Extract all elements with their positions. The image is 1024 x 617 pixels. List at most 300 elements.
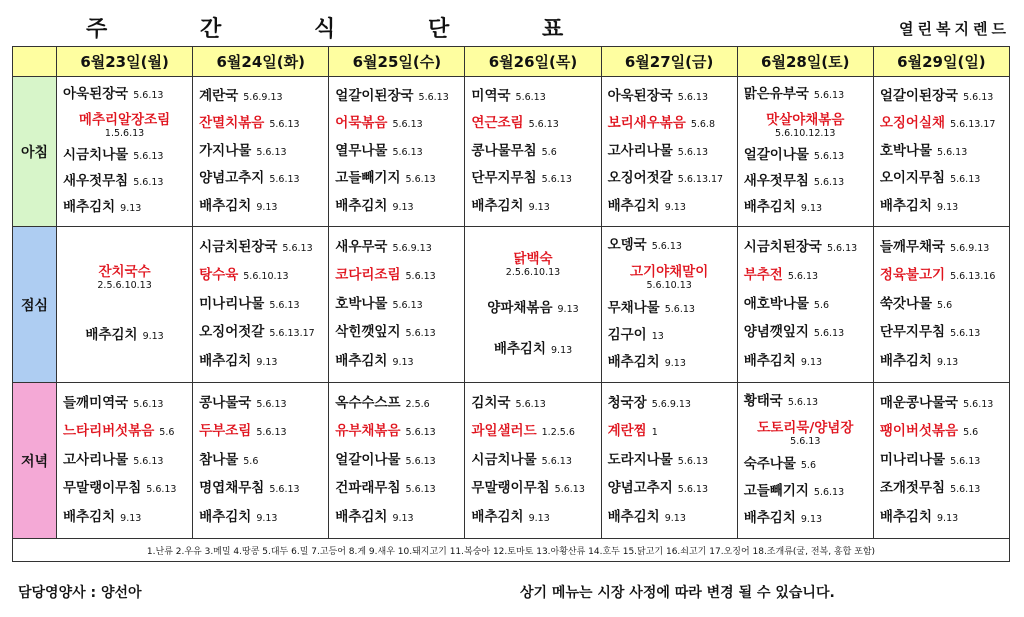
dish-item: [608, 264, 731, 291]
dish-item: [744, 86, 867, 104]
dish-allergen-codes: 5.6.13: [664, 304, 695, 315]
dish-item: [199, 509, 322, 527]
dish-allergen-codes: 5.6: [159, 427, 175, 438]
dish-item: [608, 198, 731, 216]
dish-allergen-codes: 2.5.6.10.13: [97, 280, 152, 291]
dish-allergen-codes: 9.13: [937, 356, 959, 368]
dish-item: [335, 296, 458, 314]
dish-allergen-codes: 5.6.13.17: [269, 328, 315, 339]
dish-allergen-codes: 9.13: [528, 201, 550, 213]
dish-allergen-codes: 5.6.13: [133, 90, 164, 101]
dish-name: 단무지무침: [471, 170, 537, 186]
dish-item: [199, 480, 322, 498]
dish-allergen-codes: 5.6.13: [418, 91, 449, 103]
dish-allergen-codes: 5.6.13: [146, 484, 177, 495]
dish-allergen-codes: 9.13: [392, 356, 414, 368]
dish-name: 과일샐러드: [471, 423, 537, 439]
menu-cell: [601, 227, 737, 383]
dish-allergen-codes: 9.13: [256, 356, 278, 368]
dish-item: [880, 509, 1003, 527]
dish-item: [199, 296, 322, 314]
corner-cell: [13, 47, 57, 77]
dish-item: [335, 267, 458, 285]
dish-name: 쑥갓나물: [879, 295, 933, 312]
menu-cell-content: [329, 77, 464, 226]
dish-name: 코다리조림: [335, 267, 401, 283]
dish-name: 고들빼기지: [335, 170, 401, 186]
dish-allergen-codes: 5.6.13: [677, 146, 708, 158]
dish-name: 고사리나물: [63, 451, 129, 468]
weekly-menu-table: [12, 46, 1010, 562]
dish-name: 애호박나물: [743, 295, 809, 312]
day-header: 6월29일(일): [873, 47, 1009, 77]
menu-cell: [57, 77, 193, 227]
dish-item: [608, 354, 731, 372]
menu-cell-content: [329, 383, 464, 538]
dish-item: [880, 395, 1003, 413]
dish-item: [744, 324, 867, 342]
title-char: 단: [428, 17, 450, 42]
dish-name: 새우무국: [335, 238, 388, 255]
dish-name: 배추김치: [607, 354, 660, 370]
day-header-row: [13, 47, 1010, 77]
dish-name: 도라지나물: [607, 451, 673, 468]
dish-item: [199, 143, 322, 161]
dish-allergen-codes: 5.6.13: [405, 174, 436, 185]
menu-cell: [193, 383, 329, 539]
dish-item: [199, 198, 322, 216]
dish-name: 숙주나물: [743, 456, 796, 472]
dish-allergen-codes: 5.6.13.16: [950, 271, 996, 282]
dish-allergen-codes: 5.6.13: [392, 119, 423, 130]
dish-allergen-codes: 5.6.13: [813, 151, 845, 162]
dish-allergen-codes: 5.6.13: [813, 328, 845, 339]
dish-name: 들깨미역국: [63, 394, 129, 411]
dish-name: 명엽채무침: [199, 480, 265, 496]
dish-item: [880, 423, 1003, 441]
dish-name: 배추김치: [607, 508, 660, 525]
dish-item: [471, 509, 594, 527]
dish-allergen-codes: 5.6.13: [405, 427, 436, 438]
dish-item: [880, 480, 1003, 498]
dish-item: [63, 452, 186, 470]
dish-name: 단무지무침: [879, 324, 946, 340]
dish-allergen-codes: 2.5.6.10.13: [505, 266, 561, 278]
dish-allergen-codes: 5.6.9.13: [651, 398, 691, 410]
dish-name: 시금치나물: [63, 147, 129, 163]
menu-cell: [737, 227, 873, 383]
dish-name: 유부채볶음: [335, 423, 401, 439]
dish-name: 무말랭이무침: [63, 480, 142, 496]
menu-cell: [737, 77, 873, 227]
dish-item: [744, 173, 867, 191]
day-header: 6월23일(월): [57, 47, 193, 77]
dish-name: 오뎅국: [607, 237, 647, 253]
menu-cell: [465, 383, 601, 539]
dish-allergen-codes: 5.6: [937, 299, 953, 311]
dish-allergen-codes: 5.6.10.13: [646, 280, 692, 291]
dish-item: [199, 324, 322, 342]
dish-allergen-codes: 5.6.13: [256, 146, 287, 158]
meal-row: [13, 77, 1010, 227]
dish-allergen-codes: 5.6.13: [963, 398, 994, 410]
menu-cell-content: [465, 77, 600, 226]
dish-allergen-codes: 5.6.13: [950, 455, 981, 467]
dish-allergen-codes: 9.13: [800, 203, 823, 214]
dish-item: [608, 327, 731, 345]
day-header: 6월24일(화): [193, 47, 329, 77]
dish-allergen-codes: 5.6.13: [677, 91, 708, 103]
dish-allergen-codes: 5.6.13: [133, 455, 164, 467]
dish-name: 시금치된장국: [743, 238, 822, 255]
dish-item: [335, 170, 458, 188]
dish-item: [199, 170, 322, 188]
dish-allergen-codes: 9.13: [664, 358, 686, 369]
dish-item: [471, 452, 594, 470]
dish-item: [199, 115, 322, 133]
dish-item: [471, 480, 594, 498]
dish-allergen-codes: 5.6.13: [515, 398, 546, 410]
dish-name: 두부조림: [199, 423, 252, 439]
dish-item: [880, 296, 1003, 314]
menu-cell-content: [738, 77, 873, 226]
dish-allergen-codes: 5.6: [963, 427, 979, 438]
dish-name: 배추김치: [879, 352, 933, 369]
dish-allergen-codes: 5.6.13: [269, 299, 300, 311]
dish-name: 계란국: [199, 87, 239, 104]
dish-item: [63, 112, 186, 139]
dish-name: 배추김치: [743, 199, 796, 215]
dish-allergen-codes: 5.6.13: [392, 146, 423, 158]
dish-allergen-codes: 9.13: [120, 512, 142, 524]
dish-item: [63, 264, 186, 291]
dish-allergen-codes: 9.13: [120, 203, 142, 214]
dish-name: 시금치나물: [471, 451, 537, 468]
dish-allergen-codes: 9.13: [664, 201, 686, 213]
menu-cell-content: [738, 383, 873, 538]
dish-item: [744, 456, 867, 474]
dish-name: 얼갈이된장국: [335, 87, 414, 104]
title-row: [0, 0, 1024, 44]
dish-item: [63, 395, 186, 413]
dish-item: [608, 143, 731, 161]
dish-allergen-codes: 5.6.13: [133, 398, 164, 410]
dish-item: [608, 480, 731, 498]
dish-name: 콩나물국: [199, 394, 252, 411]
dish-allergen-codes: 5.6.13: [405, 484, 436, 495]
dish-allergen-codes: 5.6.9.13: [243, 91, 283, 103]
dish-name: 오징어실채: [879, 115, 946, 131]
dish-allergen-codes: 5.6.13: [826, 242, 858, 254]
dish-name: 삭힌깻잎지: [335, 324, 401, 340]
dish-allergen-codes: 5.6.13: [950, 328, 981, 339]
dish-item: [335, 395, 458, 413]
dish-name: 잔멸치볶음: [199, 115, 265, 131]
dish-name: 오이지무침: [879, 170, 946, 186]
menu-cell: [873, 77, 1009, 227]
title-char: 식: [314, 17, 336, 42]
dish-allergen-codes: 5.6.13: [269, 174, 300, 185]
dish-name: 아욱된장국: [607, 87, 673, 104]
dish-item: [608, 509, 731, 527]
menu-cell: [601, 77, 737, 227]
dish-name: 양념깻잎지: [743, 324, 809, 340]
dish-allergen-codes: 5.6.13: [282, 242, 313, 254]
dish-item: [471, 341, 594, 359]
dish-item: [335, 239, 458, 257]
dish-item: [335, 423, 458, 441]
dish-item: [63, 147, 186, 165]
dish-name: 황태국: [743, 393, 783, 409]
dish-allergen-codes: 5.6.13: [392, 299, 423, 311]
dish-allergen-codes: 5.6.10.13: [243, 271, 289, 282]
menu-cell-content: [465, 227, 600, 382]
dish-name: 미나리나물: [879, 451, 946, 468]
menu-cell-content: [57, 77, 192, 226]
dish-name: 얼갈이된장국: [879, 87, 959, 104]
dish-name: 아욱된장국: [63, 86, 129, 102]
dish-name: 새우젓무침: [743, 173, 809, 189]
dish-allergen-codes: 5.6.13: [813, 487, 845, 498]
dish-name: 미역국: [471, 87, 511, 104]
dish-name: 미나리나물: [199, 295, 265, 312]
dish-item: [471, 198, 594, 216]
title-char: 표: [542, 17, 564, 42]
dish-name: 고사리나물: [607, 142, 673, 159]
dish-item: [880, 239, 1003, 257]
day-header: 6월26일(목): [465, 47, 601, 77]
dish-item: [608, 423, 731, 441]
dish-name: 배추김치: [471, 197, 524, 214]
menu-cell-content: [57, 227, 192, 382]
dish-item: [744, 147, 867, 165]
dish-name: 호박나물: [879, 142, 933, 159]
dish-name: 배추김치: [199, 197, 252, 214]
dish-allergen-codes: 5.6.13: [677, 455, 708, 467]
dish-item: [880, 267, 1003, 285]
menu-cell: [329, 77, 465, 227]
dish-name: 오징어젓갈: [199, 324, 265, 340]
dish-name: 양파채볶음: [487, 300, 553, 316]
dish-name: 오징어젓갈: [607, 170, 673, 186]
dish-item: [880, 452, 1003, 470]
dish-item: [880, 324, 1003, 342]
dish-allergen-codes: 5.6.13: [256, 398, 287, 410]
dish-item: [744, 353, 867, 371]
dish-allergen-codes: 5.6.13: [787, 397, 819, 408]
dish-allergen-codes: 1.2.5.6: [541, 427, 575, 438]
menu-cell-content: [602, 227, 737, 382]
menu-cell: [601, 383, 737, 539]
meal-row: [13, 227, 1010, 383]
dish-allergen-codes: 5.6.13: [133, 177, 164, 188]
menu-cell-content: [738, 227, 873, 382]
dish-name: 배추김치: [607, 197, 660, 214]
dish-allergen-codes: 9.13: [256, 512, 278, 524]
dish-name: 김치국: [471, 394, 511, 411]
dish-item: [471, 423, 594, 441]
dish-allergen-codes: 2.5.6: [405, 398, 430, 410]
dish-allergen-codes: 1: [651, 427, 658, 438]
dish-item: [608, 452, 731, 470]
menu-cell: [57, 383, 193, 539]
menu-cell: [193, 77, 329, 227]
dish-allergen-codes: 5.6.13: [133, 151, 164, 162]
dish-name: 잔치국수: [98, 264, 151, 280]
menu-cell-content: [193, 383, 328, 538]
dish-allergen-codes: 5.6.13: [651, 241, 682, 252]
dish-item: [471, 300, 594, 318]
dish-name: 들깨무채국: [879, 238, 946, 255]
dish-allergen-codes: 5.6.13: [528, 119, 559, 130]
dish-allergen-codes: 9.13: [392, 201, 414, 213]
dish-item: [471, 251, 594, 278]
dish-name: 배추김치: [335, 352, 388, 369]
day-header: 6월28일(토): [737, 47, 873, 77]
dish-name: 배추김치: [63, 508, 116, 525]
dish-allergen-codes: 9.13: [551, 344, 573, 356]
dish-allergen-codes: 9.13: [937, 512, 959, 524]
dish-name: 닭백숙: [513, 250, 553, 267]
dish-allergen-codes: 5.6.13: [813, 177, 845, 188]
dish-name: 배추김치: [879, 508, 933, 525]
dish-allergen-codes: 5.6.13.17: [950, 119, 996, 130]
dish-allergen-codes: 9.13: [800, 356, 823, 368]
dish-name: 양념고추지: [607, 480, 673, 496]
dish-name: 어묵볶음: [335, 115, 388, 131]
dish-allergen-codes: 5.6.13: [787, 271, 819, 282]
dish-name: 배추김치: [199, 508, 252, 525]
dish-allergen-codes: 5.6.13: [256, 427, 287, 438]
dish-name: 탕수육: [199, 267, 239, 283]
dietitian-name: 담당영양사 : 양선아: [18, 585, 142, 601]
dish-allergen-codes: 5.6.13: [405, 328, 436, 339]
dish-name: 얼갈이나물: [743, 147, 809, 163]
menu-notice: 상기 메뉴는 시장 사정에 따라 변경 될 수 있습니다.: [520, 585, 835, 601]
dish-allergen-codes: 5.6.13: [269, 484, 300, 495]
dish-item: [608, 115, 731, 133]
dish-name: 옥수수스프: [335, 394, 401, 411]
dish-item: [744, 483, 867, 501]
menu-cell: [737, 383, 873, 539]
dish-name: 김구이: [607, 327, 647, 343]
day-header: 6월27일(금): [601, 47, 737, 77]
title-char: 주: [86, 17, 108, 42]
dish-item: [63, 509, 186, 527]
dish-item: [471, 88, 594, 106]
dish-name: 무채나물: [607, 300, 660, 316]
dish-name: 청국장: [607, 394, 647, 411]
dish-name: 얼갈이나물: [335, 451, 401, 468]
dish-item: [63, 86, 186, 104]
menu-cell: [465, 77, 601, 227]
dish-allergen-codes: 5.6.13: [937, 146, 968, 158]
title-char: 간: [200, 17, 222, 42]
dish-name: 배추김치: [879, 197, 933, 214]
dish-item: [199, 88, 322, 106]
dish-name: 무말랭이무침: [471, 480, 550, 496]
dish-allergen-codes: 1.5.6.13: [104, 128, 145, 139]
meal-label: 아침: [13, 77, 57, 227]
dish-item: [335, 509, 458, 527]
dish-name: 메추리알장조림: [78, 112, 171, 128]
dish-allergen-codes: 5.6.13: [541, 174, 572, 185]
dish-name: 새우젓무침: [63, 173, 129, 189]
dish-item: [608, 300, 731, 318]
dish-item: [471, 395, 594, 413]
menu-cell: [873, 227, 1009, 383]
dish-allergen-codes: 5.6.9.13: [392, 242, 432, 254]
menu-cell-content: [602, 77, 737, 226]
dish-name: 팽이버섯볶음: [879, 423, 959, 439]
dish-allergen-codes: 5.6.13: [677, 484, 708, 495]
dish-item: [63, 480, 186, 498]
dish-allergen-codes: 9.13: [664, 512, 686, 524]
dish-item: [63, 327, 186, 345]
day-header: 6월25일(수): [329, 47, 465, 77]
dish-allergen-codes: 5.6.13: [541, 455, 572, 467]
dish-name: 콩나물무침: [471, 142, 537, 159]
dish-name: 배추김치: [743, 510, 796, 526]
dish-allergen-codes: 5.6: [800, 460, 816, 471]
dish-name: 부추전: [743, 267, 783, 283]
dish-name: 배추김치: [199, 352, 252, 369]
dish-item: [608, 170, 731, 188]
dish-name: 맛살야채볶음: [766, 112, 845, 128]
dish-item: [744, 420, 867, 447]
dish-name: 열무나물: [335, 142, 388, 159]
menu-cell: [193, 227, 329, 383]
dish-item: [471, 143, 594, 161]
dish-name: 양념고추지: [199, 170, 265, 186]
dish-item: [199, 239, 322, 257]
menu-cell-content: [874, 77, 1009, 226]
menu-cell: [465, 227, 601, 383]
dish-item: [335, 143, 458, 161]
dish-item: [199, 353, 322, 371]
dish-item: [63, 423, 186, 441]
dish-allergen-codes: 5.6.13.17: [677, 174, 724, 185]
dish-allergen-codes: 5.6: [243, 455, 259, 467]
dish-name: 배추김치: [335, 197, 388, 214]
dish-name: 정육불고기: [879, 267, 946, 283]
dish-item: [471, 170, 594, 188]
dish-name: 배추김치: [471, 508, 524, 525]
dish-item: [880, 88, 1003, 106]
dish-item: [335, 88, 458, 106]
dish-item: [744, 239, 867, 257]
meal-label: 점심: [13, 227, 57, 383]
dish-name: 가지나물: [199, 142, 252, 159]
allergen-legend-row: [13, 539, 1010, 562]
menu-cell-content: [874, 383, 1009, 538]
menu-cell-content: [602, 383, 737, 538]
dish-allergen-codes: 5.6: [541, 146, 557, 158]
dish-allergen-codes: 5.6.13: [515, 91, 546, 103]
dish-allergen-codes: 5.6.13: [405, 455, 436, 467]
dish-item: [608, 88, 731, 106]
dish-allergen-codes: 9.13: [937, 201, 959, 213]
dish-item: [335, 198, 458, 216]
menu-cell-content: [465, 383, 600, 538]
menu-cell-content: [193, 77, 328, 226]
dish-name: 고기야채말이: [630, 264, 709, 280]
menu-cell: [329, 227, 465, 383]
menu-cell: [329, 383, 465, 539]
dish-allergen-codes: 9.13: [256, 201, 278, 213]
dish-item: [199, 423, 322, 441]
dish-name: 호박나물: [335, 295, 388, 312]
